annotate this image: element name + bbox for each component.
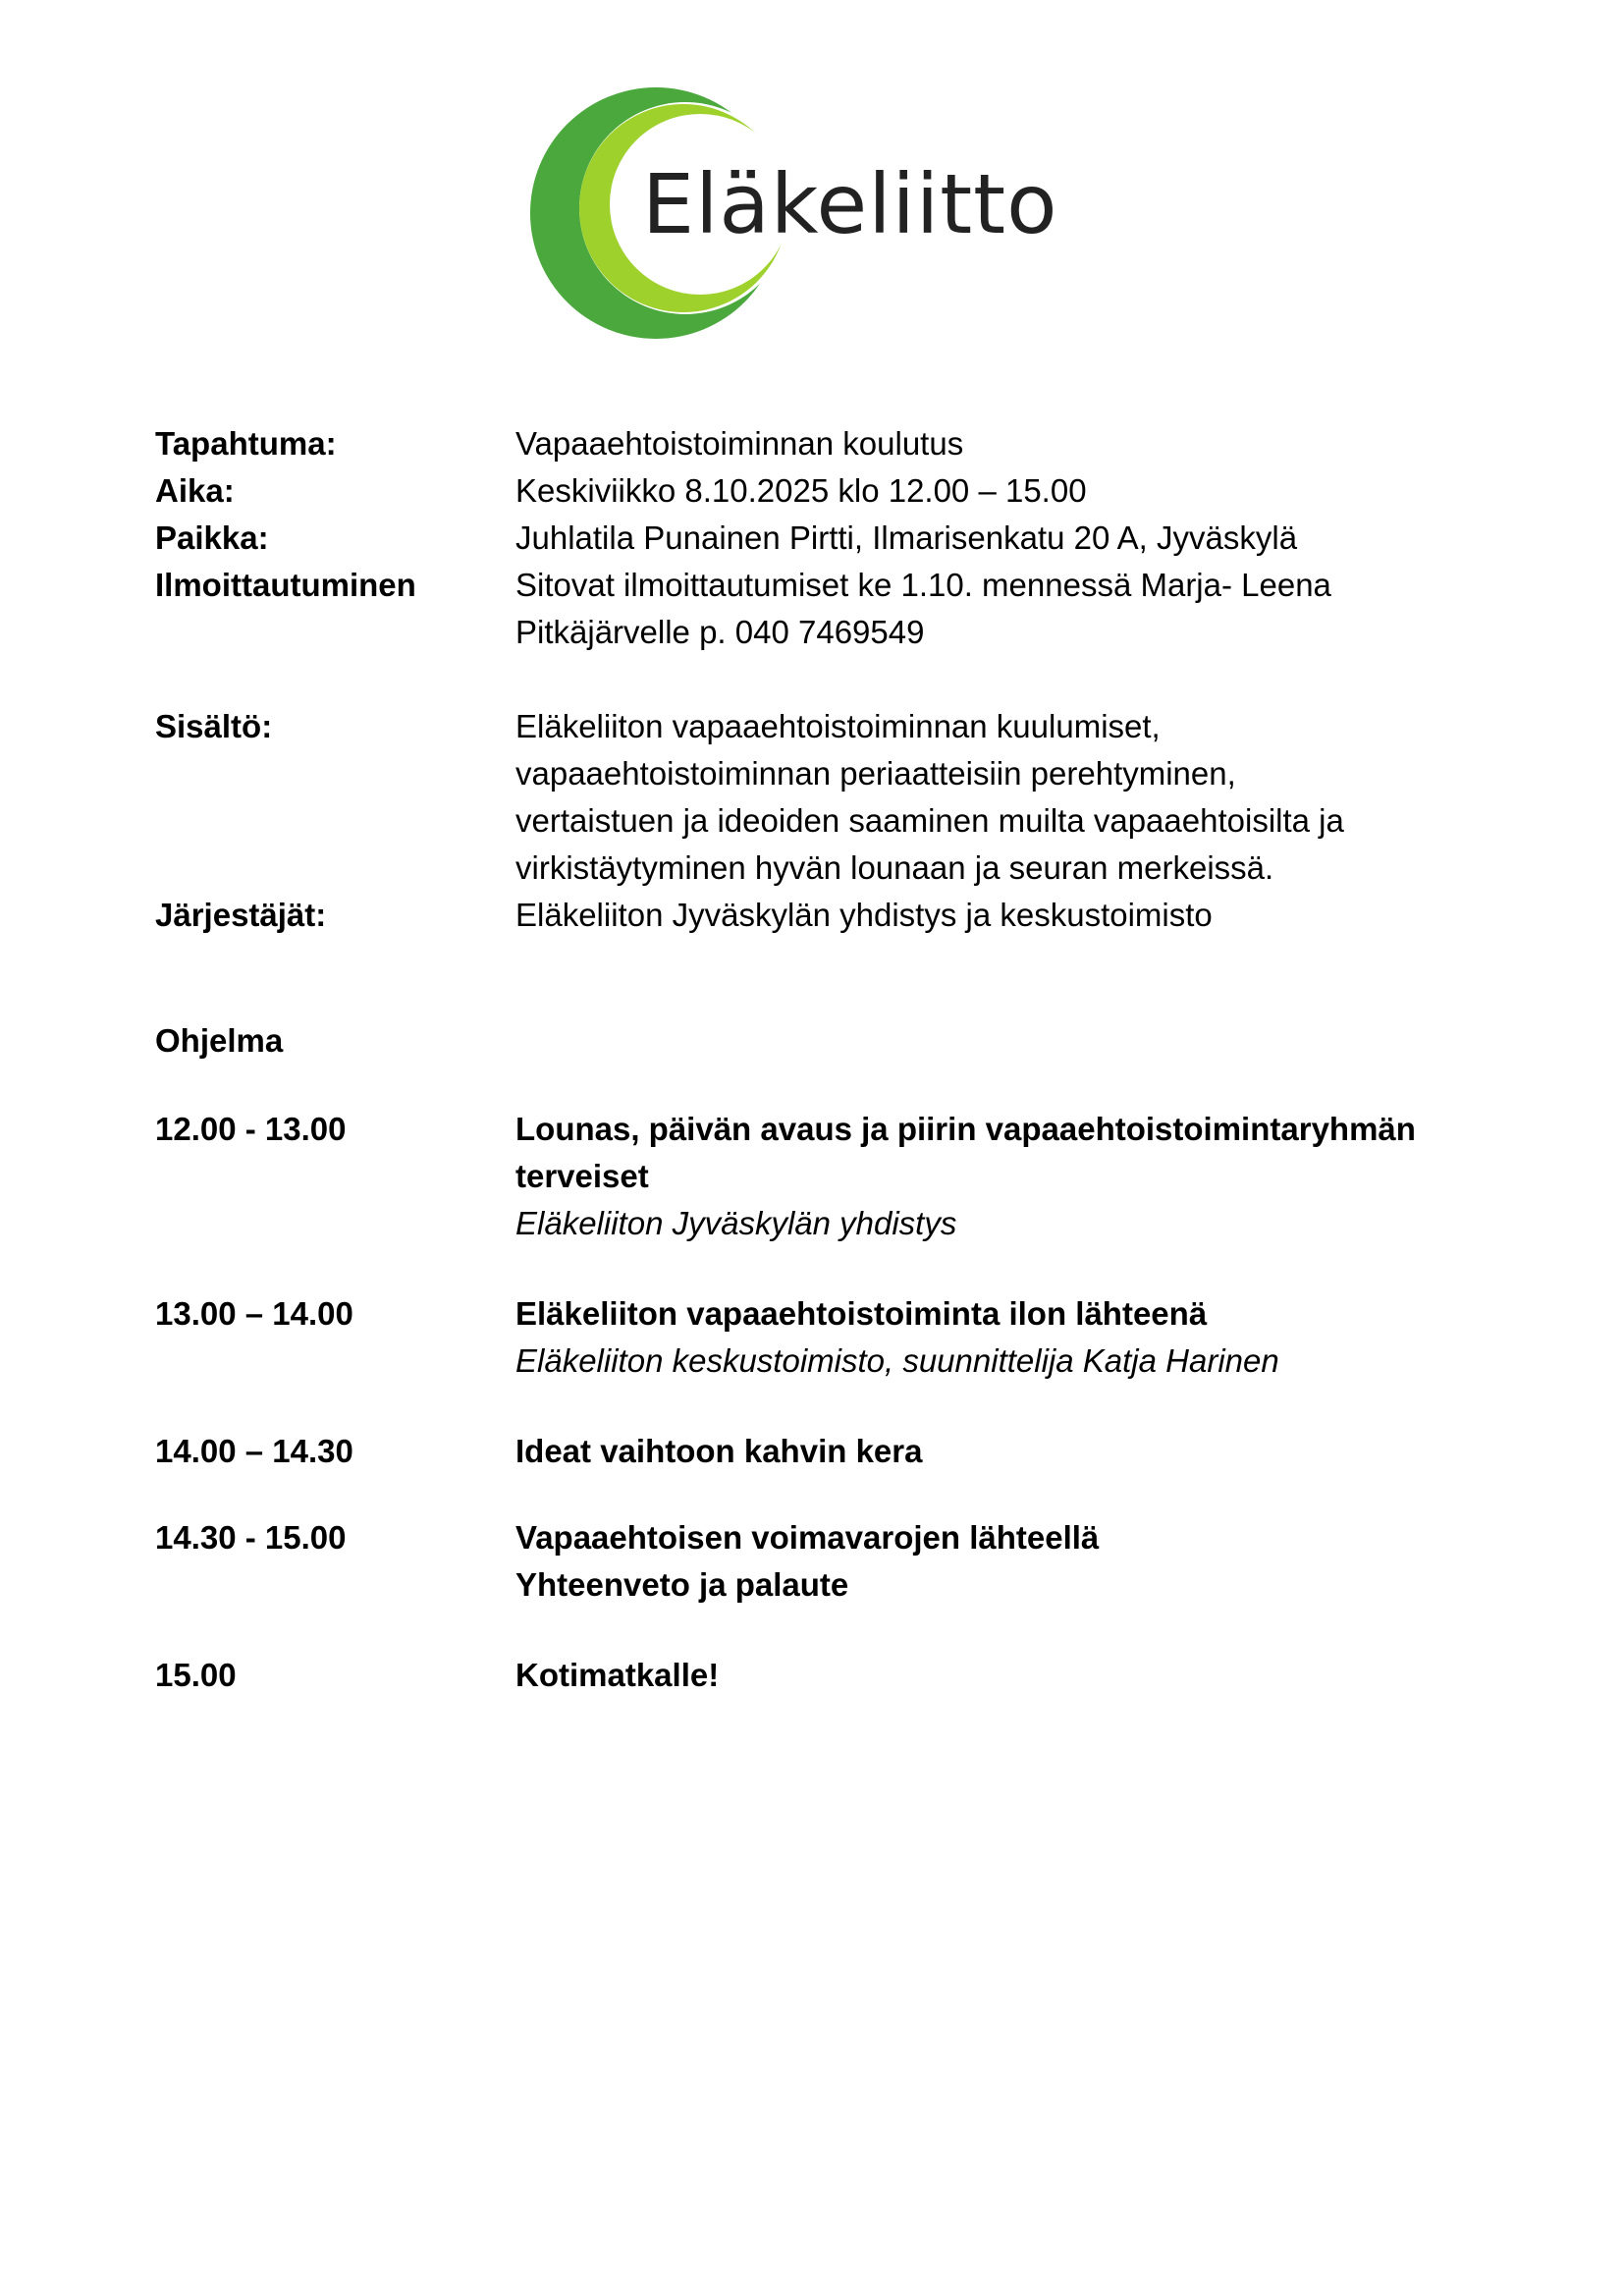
content-label: Sisältö: [155, 708, 273, 744]
detail-row-time [155, 467, 1471, 515]
program-heading: Ohjelma [155, 1022, 284, 1059]
content-line: Eläkeliiton vapaaehtoistoiminnan kuulumiset, [515, 708, 1161, 744]
detail-line: Pitkäjärvelle p. 040 7469549 [515, 614, 925, 650]
detail-line: Juhlatila Punainen Pirtti, Ilmarisenkatu 20 A, Jyväskylä [515, 519, 1298, 556]
organizers-value: Eläkeliiton Jyväskylän yhdistys ja keskustoimisto [515, 897, 1213, 933]
detail-line: Vapaaehtoistoiminnan koulutus [515, 425, 964, 462]
program-item [155, 1428, 1471, 1475]
detail-label: Ilmoittautuminen [155, 567, 416, 603]
detail-line: Keskiviikko 8.10.2025 klo 12.00 – 15.00 [515, 472, 1087, 509]
program-presenter: Eläkeliiton Jyväskylän yhdistys [515, 1205, 957, 1241]
program-title: Ideat vaihtoon kahvin kera [515, 1433, 923, 1469]
program-title: terveiset [515, 1158, 649, 1194]
detail-row-event [155, 420, 1471, 467]
program-title: Eläkeliiton vapaaehtoistoiminta ilon lähteenä [515, 1295, 1208, 1332]
program-details [515, 1514, 1471, 1609]
detail-label: Aika: [155, 472, 235, 509]
logo-wordmark: Eläkeliitto [642, 156, 1058, 252]
program-title: Vapaaehtoisen voimavarojen lähteellä [515, 1519, 1100, 1556]
detail-line: Sitovat ilmoittautumiset ke 1.10. mennessä Marja- Leena [515, 567, 1331, 603]
program-time: 15.00 [155, 1657, 237, 1693]
detail-row-content [155, 703, 1471, 892]
detail-label: Paikka: [155, 519, 269, 556]
program-presenter: Eläkeliiton keskustoimisto, suunnittelija Katja Harinen [515, 1342, 1279, 1379]
program-item [155, 1290, 1471, 1385]
detail-value [515, 420, 1471, 467]
program-title: Kotimatkalle! [515, 1657, 720, 1693]
program-details [515, 1106, 1471, 1247]
organizers-label: Järjestäjät: [155, 897, 327, 933]
elakeliitto-logo [528, 81, 1108, 346]
detail-row-organizers [155, 892, 1471, 939]
program-item [155, 1652, 1471, 1699]
detail-row-registration [155, 562, 1471, 656]
content-line: vertaistuen ja ideoiden saaminen muilta vapaaehtoisilta ja [515, 802, 1344, 839]
content-value [515, 703, 1471, 892]
program-item [155, 1106, 1471, 1247]
detail-value [515, 515, 1471, 562]
program-time: 12.00 - 13.00 [155, 1111, 347, 1147]
program-time: 14.00 – 14.30 [155, 1433, 353, 1469]
program-details [515, 1428, 1471, 1475]
program-time: 13.00 – 14.00 [155, 1295, 353, 1332]
detail-label: Tapahtuma: [155, 425, 337, 462]
program-title: Lounas, päivän avaus ja piirin vapaaehtoistoimintaryhmän [515, 1111, 1416, 1147]
content-line: vapaaehtoistoiminnan periaatteisiin perehtyminen, [515, 755, 1236, 792]
detail-row-place [155, 515, 1471, 562]
program-title: Yhteenveto ja palaute [515, 1566, 849, 1603]
program-time: 14.30 - 15.00 [155, 1519, 347, 1556]
program-details [515, 1652, 1471, 1699]
detail-value [515, 467, 1471, 515]
program-item [155, 1514, 1471, 1609]
program-details [515, 1290, 1471, 1385]
detail-value [515, 562, 1471, 656]
content-line: virkistäytyminen hyvän lounaan ja seuran merkeissä. [515, 849, 1274, 886]
document-body [155, 420, 1471, 1699]
